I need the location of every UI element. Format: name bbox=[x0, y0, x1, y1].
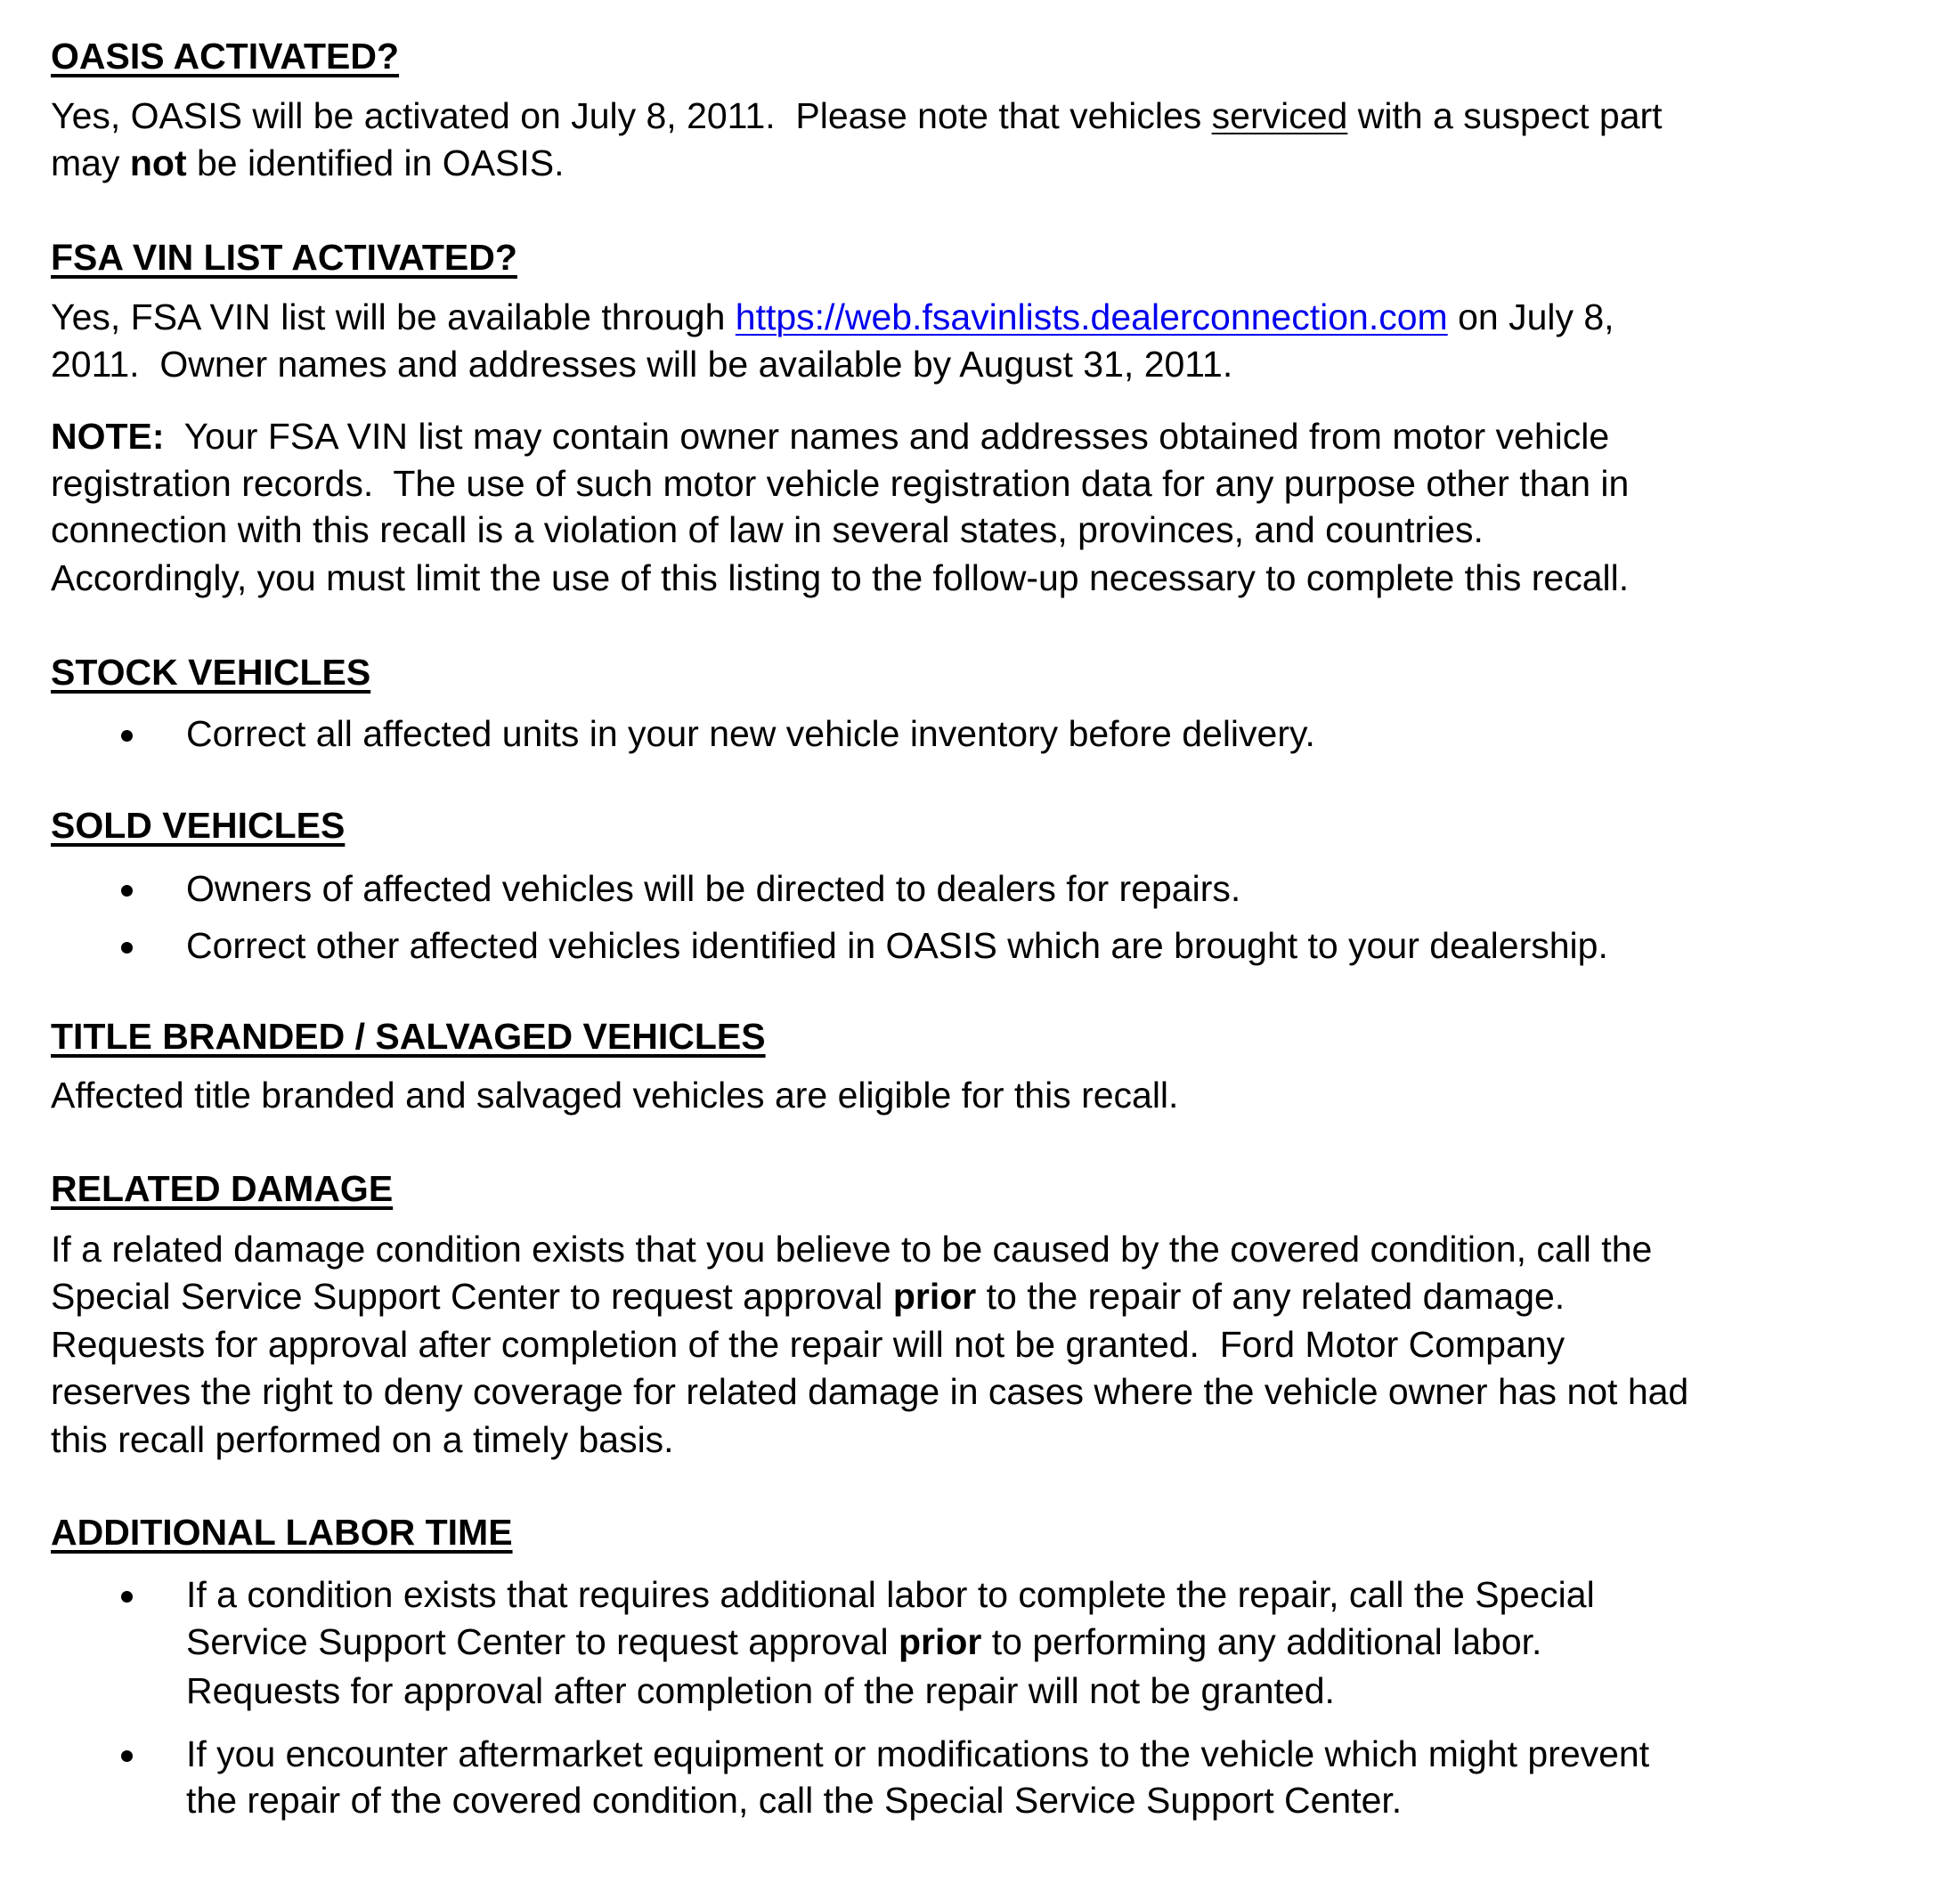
text-segment: this recall performed on a timely basis. bbox=[51, 1419, 674, 1460]
bold-text: not bbox=[129, 142, 187, 183]
bold-text: prior bbox=[898, 1621, 982, 1662]
text-segment: to the repair of any related damage. bbox=[976, 1276, 1566, 1317]
text-segment: with a suspect part bbox=[1347, 95, 1663, 136]
text-segment: Requests for approval after completion of the repair will not be granted. bbox=[186, 1670, 1335, 1711]
bullet-item bbox=[186, 864, 1240, 913]
text-line bbox=[51, 506, 1484, 554]
section-heading bbox=[51, 233, 517, 281]
text-segment: OASIS ACTIVATED? bbox=[51, 36, 400, 77]
text-segment: STOCK VEHICLES bbox=[51, 652, 371, 693]
bullet-icon bbox=[121, 942, 133, 954]
text-line bbox=[51, 1320, 1565, 1368]
section-heading bbox=[51, 648, 370, 696]
text-segment: If a condition exists that requires additional labor to complete the repair, call the Special bbox=[186, 1574, 1595, 1615]
bullet-item bbox=[186, 1730, 1649, 1778]
text-line bbox=[186, 1618, 1541, 1666]
section-heading bbox=[51, 801, 345, 849]
section-heading bbox=[51, 1165, 393, 1213]
bullet-item bbox=[186, 1571, 1595, 1619]
bullet-icon bbox=[121, 885, 133, 897]
text-segment: connection with this recall is a violation of law in several states, provinces, and countries. bbox=[51, 509, 1484, 550]
bold-text: NOTE: bbox=[51, 416, 165, 457]
text-segment: registration records. The use of such motor vehicle registration data for any purpose other than in bbox=[51, 463, 1630, 504]
text-segment: ADDITIONAL LABOR TIME bbox=[51, 1512, 513, 1553]
bullet-item bbox=[186, 710, 1315, 758]
text-segment: FSA VIN LIST ACTIVATED? bbox=[51, 237, 517, 278]
text-segment: If a related damage condition exists that you believe to be caused by the covered condition, call the bbox=[51, 1229, 1653, 1270]
text-line bbox=[51, 293, 1614, 341]
text-segment: Owners of affected vehicles will be directed to dealers for repairs. bbox=[186, 868, 1241, 909]
text-segment: Correct all affected units in your new vehicle inventory before delivery. bbox=[186, 713, 1315, 754]
text-line bbox=[51, 412, 1609, 460]
text-segment: reserves the right to deny coverage for related damage in cases where the vehicle owner has not had bbox=[51, 1371, 1689, 1412]
text-segment: Your FSA VIN list may contain owner names and addresses obtained from motor vehicle bbox=[164, 416, 1610, 457]
section-heading bbox=[51, 1012, 766, 1060]
text-segment: Correct other affected vehicles identified in OASIS which are brought to your dealership. bbox=[186, 925, 1608, 966]
text-segment: Accordingly, you must limit the use of this listing to the follow-up necessary to complete this recall. bbox=[51, 557, 1630, 598]
text-line bbox=[186, 1776, 1402, 1824]
bullet-item bbox=[186, 921, 1608, 970]
text-line bbox=[186, 1667, 1335, 1715]
text-line bbox=[51, 1071, 1178, 1119]
fsa-vin-list-link[interactable]: https://web.fsavinlists.dealerconnection.com bbox=[735, 296, 1448, 337]
text-segment: 2011. Owner names and addresses will be available by August 31, 2011. bbox=[51, 344, 1233, 385]
text-line bbox=[51, 340, 1232, 388]
text-segment: to performing any additional labor. bbox=[981, 1621, 1542, 1662]
text-segment: TITLE BRANDED / SALVAGED VEHICLES bbox=[51, 1016, 766, 1057]
text-segment: Service Support Center to request approval bbox=[186, 1621, 899, 1662]
text-segment: the repair of the covered condition, call the Special Service Support Center. bbox=[186, 1780, 1403, 1821]
text-line bbox=[51, 92, 1663, 140]
text-segment: on July 8, bbox=[1447, 296, 1614, 337]
text-line bbox=[51, 1225, 1652, 1273]
text-line bbox=[51, 459, 1629, 507]
text-line bbox=[51, 139, 565, 187]
text-segment: Yes, OASIS will be activated on July 8, 2011. Please note that vehicles bbox=[51, 95, 1212, 136]
text-line bbox=[51, 1368, 1688, 1416]
bullet-icon bbox=[121, 1591, 133, 1603]
text-segment: Affected title branded and salvaged vehicles are eligible for this recall. bbox=[51, 1075, 1179, 1116]
bullet-icon bbox=[121, 730, 133, 742]
text-line bbox=[51, 554, 1629, 602]
text-segment: Requests for approval after completion of the repair will not be granted. Ford Motor Company bbox=[51, 1324, 1566, 1365]
text-segment: be identified in OASIS. bbox=[186, 142, 565, 183]
text-segment: Yes, FSA VIN list will be available through bbox=[51, 296, 736, 337]
text-segment: SOLD VEHICLES bbox=[51, 805, 346, 846]
text-segment: Special Service Support Center to request approval bbox=[51, 1276, 893, 1317]
bold-text: prior bbox=[892, 1276, 977, 1317]
text-line bbox=[51, 1416, 674, 1464]
text-segment: RELATED DAMAGE bbox=[51, 1168, 394, 1209]
bullet-icon bbox=[121, 1750, 133, 1762]
text-line bbox=[51, 1272, 1565, 1320]
text-segment: may bbox=[51, 142, 130, 183]
underlined-text: serviced bbox=[1211, 95, 1348, 136]
section-heading bbox=[51, 32, 399, 80]
section-heading bbox=[51, 1508, 513, 1556]
text-segment: If you encounter aftermarket equipment or modifications to the vehicle which might prevent bbox=[186, 1733, 1650, 1774]
